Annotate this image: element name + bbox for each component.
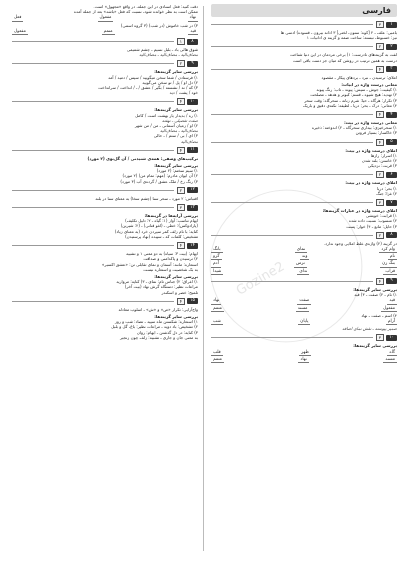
explanation-line: ۱) اسرار: رازها (370, 152, 397, 158)
right-column (211, 4, 397, 364)
explanation-line: ۲) او / زمیان آسمانی ـ من / من شهر (134, 123, 198, 129)
grammar-role-label: شب (213, 318, 221, 324)
question-rule (12, 101, 174, 102)
section-heading: بررسی سایر گزینه‌ها: (154, 107, 198, 113)
grammar-role-label: نهاد (300, 356, 307, 362)
question-number: ۳ (386, 66, 397, 72)
annotation-note: ضمیر پیوسته ـ نقش نمای اضافه (342, 326, 397, 332)
grammar-role-label: فعل (14, 15, 22, 21)
explanation-line: کنایه: با نام زلف کمر سپردن خرد (به معنای زیاد) (114, 228, 198, 234)
grammar-role-row (211, 261, 397, 267)
grammar-role-label: ترس (296, 261, 305, 267)
answer-option: ۲ (376, 232, 384, 239)
question-rule (211, 114, 373, 115)
section-heading: بررسی سایر گزینه‌ها: (154, 69, 198, 75)
grammar-role-label: مفعول (14, 28, 26, 34)
explanation-line: ۴) اسم ـ صفت ـ نهاد (361, 312, 397, 318)
question-rule (12, 207, 174, 208)
grammar-role-row (211, 254, 397, 260)
explanation-line: املای: ترسیدن ـ نبرد ـ بردهای پیکار ـ مقصود (321, 74, 397, 80)
explanation-line: خود / پشت / دید (169, 90, 198, 96)
explanation-line: در گزینه (۲) واژه‌ی غلط املایی وجود ندارد. (323, 240, 397, 246)
question-number: ۹ (386, 278, 397, 284)
question-bar (211, 232, 397, 239)
answer-option: ۴ (177, 98, 185, 105)
question-bar (211, 43, 397, 50)
question-number: ۱ (386, 22, 397, 28)
explanation-line: به معنی جان و جاری ـ تشبیه: زلف چون زنجیر (120, 334, 198, 340)
explanation-line: استعاره: مانند: آسمان و نمای تقابلی تن: «عشق اکسیر» (101, 261, 198, 267)
question-number: ۱۰ (386, 335, 397, 341)
question-number: ۷ (386, 200, 397, 206)
annotation-note: مضاف‌الیه ـ مضاف‌الیه (160, 128, 198, 134)
grammar-role-row (211, 247, 397, 253)
question-bar (12, 187, 198, 194)
grammar-role-label: قلب (213, 349, 221, 355)
grammar-role-label: نام (389, 254, 395, 260)
section-heading: ترکیب‌های وصفی: همه‌ی شنیدنی / آن گل‌بوی (۲ مورد) (87, 155, 198, 161)
question-bar (12, 242, 198, 249)
answer-option: ۴ (177, 242, 185, 249)
grammar-role-label: صفت (299, 298, 310, 304)
question-number: ۱۵ (187, 298, 198, 304)
grammar-role-label: قید (190, 28, 196, 34)
question-number: ۵ (386, 139, 397, 145)
grammar-role-label: ندای (299, 268, 308, 274)
explanation-line: ۱) اغراق: ۲) جناس تام: نمای ـ ۳) کنایه: مروارید (116, 279, 198, 285)
explanation-line: ۳) رنگ رخ / ملک عشق / گرده‌ی آب (۳ مورد) (120, 178, 198, 184)
grammar-role-label: قید (389, 298, 395, 304)
explanation-line: ممکن است به نظر خوانده شود، نسبت که فعل «باشد» بعد از جمله آمده (73, 9, 198, 15)
explanation-line: لفت به گزینه‌های نادرست: ۱) برخی مردمان در این دنیا شناخت (289, 52, 397, 58)
subject-title: فارسی (362, 6, 391, 15)
question-rule (12, 190, 174, 191)
grammar-role-row (211, 269, 397, 275)
section-heading: بررسی سایر گزینه‌ها: (154, 273, 198, 279)
grammar-role-label: آدم (213, 261, 219, 267)
question-rule (12, 245, 174, 246)
grammar-role-label: مسند (385, 356, 395, 362)
grammar-role-label: مفعول (99, 15, 112, 21)
grammar-role-label: نهاد (213, 298, 220, 304)
explanation-line: ۲) ترسیدن و پاکدامنی و صداقت (143, 256, 198, 262)
question-number: ۱۱ (187, 147, 198, 153)
explanation-line: ۱) کیفیت: جوش ‌ـ سپس: پیوند ـ تاب: رنگ پیوند (316, 87, 397, 93)
watermark-text: Gozine2 (233, 259, 288, 299)
grammar-role-label: قراب (385, 268, 395, 274)
grammar-role-label: شیدا (213, 268, 222, 274)
explanation-line: ۲) دل او / پل / تو سخن می‌گویید (142, 79, 198, 85)
grammar-role-label: بنگ زن (382, 261, 395, 267)
grammar-role-row (12, 29, 198, 35)
question-number: ۴ (386, 112, 397, 118)
grammar-role-label: نهاد (189, 15, 196, 21)
explanation-line: ایهام: (بیت ۳: سیاه) به دو معنی ۱ و تشبیه (126, 251, 198, 257)
grammar-role-row (12, 15, 198, 21)
explanation-line: ۳) در شب خاموش (در شب) (۳ گروه اسمی) (120, 22, 198, 28)
answer-option: ۲ (177, 187, 185, 194)
grammar-role-row (211, 357, 397, 363)
question-number: ۲ (386, 44, 397, 50)
question-rule (211, 202, 373, 203)
explanation-line: اقتباس: ۲ مورد ـ سحر سنا (چشم سخا) به معنای سنا در بلند (95, 195, 198, 201)
section-heading: املای درست واژه در عبارات گزینه‌ها: (322, 208, 397, 214)
explanation-line: ۳) تکرار: هرگاه ـ حیا: شرم زنانه ـ سحرگاه: وقت سحر (304, 97, 397, 103)
grammar-role-label: بانگ (213, 247, 221, 253)
explanation-line: دقت کنید: فعل اسنادی در این جمله، در واقع «مجهول» است. (93, 4, 198, 9)
annotation-note: صفت تفضیلی ـ نهفته (162, 117, 198, 123)
explanation-line: شوق هالی باد ـ بلبل نسیم ـ چشم شمیمی (126, 47, 198, 53)
question-bar (211, 171, 397, 178)
grammar-role-label: مفعول (383, 305, 395, 311)
explanation-line: درست به همین ترتیب در روشن که میان جز دست باقی است (292, 57, 397, 63)
question-rule (211, 337, 373, 338)
section-heading: املای درست واژه در بیت: (345, 180, 397, 186)
explanation-line: ۲) غزا: جنگ (376, 190, 397, 196)
section-heading: معانی درست واژه در ابیات: (341, 82, 397, 88)
grammar-role-label: وام کرد (381, 247, 395, 253)
explanation-line: بامبی: علف ـ ۲ [کوه: ستون، لختی] ۳ اذانه بیرون ـ قسوده) ادسی ها (280, 30, 397, 35)
grammar-role-label: پایان (300, 318, 309, 324)
question-bar (12, 60, 198, 67)
explanation-line: ۳) قربت: نزدیکی (367, 163, 397, 169)
grammar-role-label: متمم (213, 356, 222, 362)
grammar-role-label: متمم (103, 28, 113, 34)
explanation-line: ۱) قرابت: خویشی (365, 213, 397, 219)
question-rule (211, 235, 373, 236)
section-heading: بررسی سایر گزینه‌ها: (353, 286, 397, 292)
explanation-line: ۲) تهدید: هیچ شیوه ـ قسم: کبوتر و هدهد ـ مصلحت (310, 92, 397, 98)
explanation-line: ۱) بحر: دریا (376, 185, 397, 191)
question-bar (211, 66, 397, 73)
grammar-role-label: ظهر (301, 349, 309, 355)
question-bar (211, 199, 397, 206)
subject-header (211, 4, 397, 17)
answer-option: ۳ (376, 199, 384, 206)
answer-option: ۳ (177, 204, 185, 211)
grammar-role-row (211, 319, 397, 325)
question-number: ۹ (187, 61, 198, 67)
explanation-line: واج‌آرایی: تکرار «ص» و «ش» ـ اسلوب معادله (118, 306, 198, 312)
explanation-line: ۲) خاستن: بلند شدن (361, 158, 397, 164)
question-bar (211, 111, 397, 118)
answer-option: ۲ (177, 60, 185, 67)
section-heading: بررسی سایر گزینه‌ها: (353, 343, 397, 349)
grammar-role-label: گرو (213, 254, 220, 260)
explanation-line: ۱) نام ـ ۲) صفت ـ ۳) قید (354, 292, 397, 298)
question-number: ۱۲ (187, 187, 198, 193)
explanation-line: (پارادوکس): خطی ـ (لغو قنانی) ـ (۲: شیرین) (120, 223, 198, 229)
question-bar (12, 147, 198, 154)
explanation-line: ۳) کنایه: در دل گذشتن ـ ایهام: روان (136, 329, 198, 335)
question-rule (211, 142, 373, 143)
explanation-line: ۳) خاکسار: بسیار فروتن (355, 130, 397, 136)
annotation-note: مضاف‌الیه ـ مضاف‌الیه ـ مضاف‌الیه (139, 52, 198, 58)
section-heading: معانی درست واژه در بیت: (344, 120, 397, 126)
section-heading: بررسی آرایه‌ها در گزینه‌ها: (144, 213, 198, 219)
explanation-line: ۲) آن ایوان مادرم: (مهم: تمام من) (۲ مورد) (122, 173, 198, 179)
question-number: ۱۰ (187, 99, 198, 105)
grammar-role-row (211, 350, 397, 356)
explanation-line: تشخیص: کلمات که ـ سپیده (نهاد پرستیدن) (125, 233, 198, 239)
answer-option: ۴ (376, 278, 384, 285)
grammar-role-label: مسند (297, 305, 308, 311)
question-rule (12, 63, 174, 64)
question-bar (211, 139, 397, 146)
left-column (12, 4, 198, 340)
question-bar (12, 98, 198, 105)
explanation-line: مراعات نظیر: دستگاه گرش نهاد (بیت آخر) (124, 284, 198, 290)
question-number: ۱۴ (187, 243, 198, 249)
answer-option: ۴ (376, 66, 384, 73)
explanation-line: ۳) حایل: مانع ـ ۴) خوار: پست (346, 223, 397, 229)
question-rule (12, 41, 174, 42)
question-rule (211, 174, 373, 175)
question-bar (12, 204, 198, 211)
explanation-line: ایهام تناسب: آواز (۱: گیاه ـ ۲: دلیل تکلیف) (125, 218, 198, 224)
grammar-role-row (211, 306, 397, 312)
question-number: ۸ (386, 232, 397, 238)
explanation-line: ۳) که / نه / نشسته / بگیر / عشق / ـ / انداخت / سرانداخت (98, 85, 198, 91)
question-bar (12, 298, 198, 305)
answer-option: ۳ (376, 21, 384, 28)
answer-option: ۴ (177, 147, 185, 154)
grammar-role-label: وند (301, 254, 308, 260)
question-rule (211, 24, 373, 25)
explanation-line: ۱) فرستادن / شما سخن میگویید / سپس / دمید / آمد (108, 74, 198, 80)
answer-option: ۲ (376, 171, 384, 178)
question-rule (12, 150, 174, 151)
explanation-line: ۴) معانی: درک ـ بحر: دریا ـ لطیفه: نکته‌ی دقیق و باریک (302, 102, 397, 108)
answer-option: ۲ (376, 43, 384, 50)
question-number: ۸ (187, 39, 198, 45)
explanation-line: به بک شخصیت و استعاره نیست (143, 266, 198, 272)
explanation-line: تلمیح: خضر و اسکندر (161, 289, 198, 295)
section-heading: بررسی سایر گزینه‌ها: (154, 163, 198, 169)
question-rule (211, 69, 373, 70)
grammar-role-label: نمای (296, 247, 306, 253)
grammar-role-label: گاه (389, 349, 395, 355)
question-bar (211, 334, 397, 341)
explanation-line: ۱) استعاره: شکستن ماه سپید ـ تضاد: شب و روز (114, 319, 198, 325)
answer-option: ۴ (177, 298, 185, 305)
answer-option: ۱ (177, 38, 185, 45)
grammar-role-label: آرام (387, 318, 395, 324)
explanation-line: ۳) ای / بی / ستم / ـ حالی (153, 133, 198, 139)
question-bar (12, 38, 198, 45)
explanation-line: ۱) سیم سختم: (۲ مورد) (156, 168, 198, 174)
question-number: ۶ (386, 172, 397, 178)
question-bar (211, 278, 397, 285)
grammar-role-label: متمم (213, 305, 222, 311)
explanation-line: ۱) ره / بدیدار یار بهشت است / کامل (135, 112, 198, 118)
explanation-line: ۲) منسوب: نسبت داده شده (348, 218, 397, 224)
section-heading: املای درست واژه در بیت: (345, 147, 397, 153)
question-rule (12, 301, 174, 302)
question-number: ۱۳ (187, 205, 198, 211)
column-divider (203, 6, 204, 551)
answer-option: ۴ (376, 111, 384, 118)
question-bar (211, 21, 397, 28)
explanation-line: نیز: خسبوط، نبسته: ساخت ضمه و گزینه ی ادانیات ۱ (306, 35, 397, 41)
explanation-line: ۱) سحرخیزی: بیداری سحرگاه ـ ۲) اندوخته: ذخیره (311, 125, 397, 131)
answer-option: ۳ (376, 334, 384, 341)
answer-option: ۴ (376, 139, 384, 146)
section-heading: بررسی سایر گزینه‌ها: (154, 313, 198, 319)
grammar-role-row (211, 298, 397, 304)
question-rule (211, 281, 373, 282)
explanation-line: ۲) تشخیص: باد دوید ـ مراعات نظیر: باغ، گل و بلبل (111, 324, 198, 330)
annotation-note: مضاف‌الیه (180, 138, 198, 144)
question-rule (211, 46, 373, 47)
